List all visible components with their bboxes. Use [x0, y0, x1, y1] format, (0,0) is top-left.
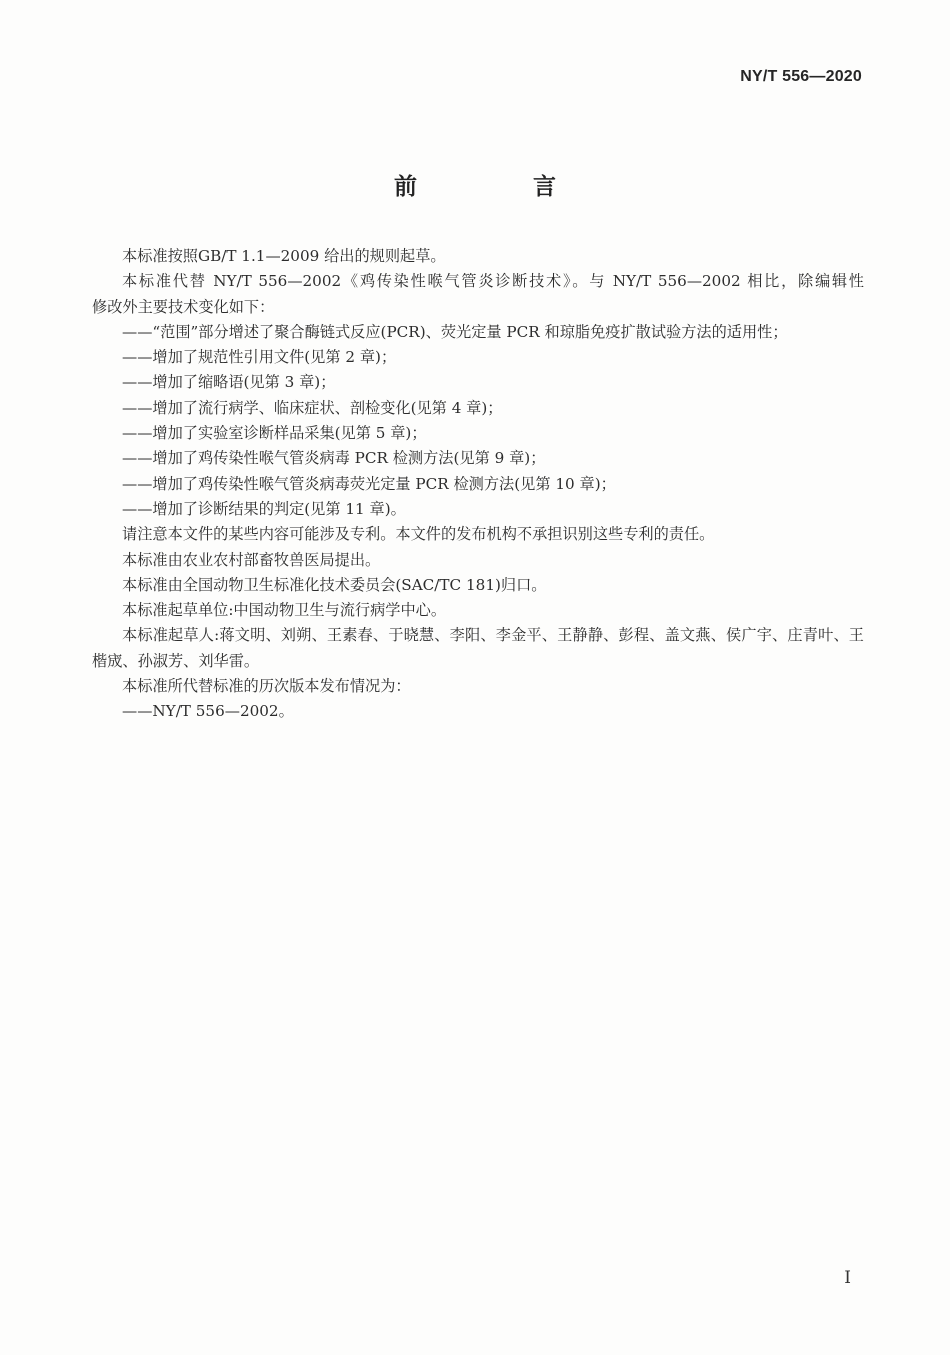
paragraph-replacement-line-1: 本标准代替 NY/T 556—2002《鸡传染性喉气管炎诊断技术》。与 NY/T 556—2002 相比，除编辑性 — [122, 272, 864, 291]
paragraph-drafters-line-1: 本标准起草人:蒋文明、刘朔、王素春、于晓慧、李阳、李金平、王静静、彭程、盖文燕、侯广宇、庄青叶、王 — [122, 626, 864, 645]
paragraph-centralized-by: 本标准由全国动物卫生标准化技术委员会(SAC/TC 181)归口。 — [122, 575, 547, 594]
change-item-qpcr-method: ——增加了鸡传染性喉气管炎病毒荧光定量 PCR 检测方法(见第 10 章)； — [122, 474, 616, 493]
paragraph-version-history: 本标准所代替标准的历次版本发布情况为： — [122, 677, 411, 696]
page-number: I — [844, 1268, 851, 1288]
change-item-sample-collection: ——增加了实验室诊断样品采集(见第 5 章)； — [122, 424, 427, 443]
foreword-body — [92, 244, 864, 725]
paragraph-proposed-by: 本标准由农业农村部畜牧兽医局提出。 — [122, 550, 381, 569]
change-item-abbreviations: ——增加了缩略语(见第 3 章)； — [122, 373, 336, 392]
page-title: 前 言 — [393, 174, 610, 200]
change-item-pcr-method: ——增加了鸡传染性喉气管炎病毒 PCR 检测方法(见第 9 章)； — [122, 449, 546, 468]
paragraph-drafting-unit: 本标准起草单位:中国动物卫生与流行病学中心。 — [122, 601, 447, 620]
version-history-item: ——NY/T 556—2002。 — [122, 702, 294, 721]
paragraph-drafters-line-2: 楷宬、孙淑芳、刘华雷。 — [92, 651, 260, 670]
paragraph-drafting-rules: 本标准按照GB/T 1.1—2009 给出的规则起草。 — [122, 247, 446, 265]
change-item-epidemiology: ——增加了流行病学、临床症状、剖检变化(见第 4 章)； — [122, 398, 503, 417]
standard-code: NY/T 556—2020 — [740, 68, 862, 85]
paragraph-patent-notice: 请注意本文件的某些内容可能涉及专利。本文件的发布机构不承担识别这些专利的责任。 — [122, 525, 715, 544]
change-item-result-judgement: ——增加了诊断结果的判定(见第 11 章)。 — [122, 499, 406, 518]
change-item-scope: ——“范围”部分增述了聚合酶链式反应(PCR)、荧光定量 PCR 和琼脂免疫扩散试验方法的适用性； — [122, 322, 788, 341]
change-item-normative-references: ——增加了规范性引用文件(见第 2 章)； — [122, 348, 397, 367]
paragraph-replacement-line-2: 修改外主要技术变化如下： — [92, 297, 275, 316]
